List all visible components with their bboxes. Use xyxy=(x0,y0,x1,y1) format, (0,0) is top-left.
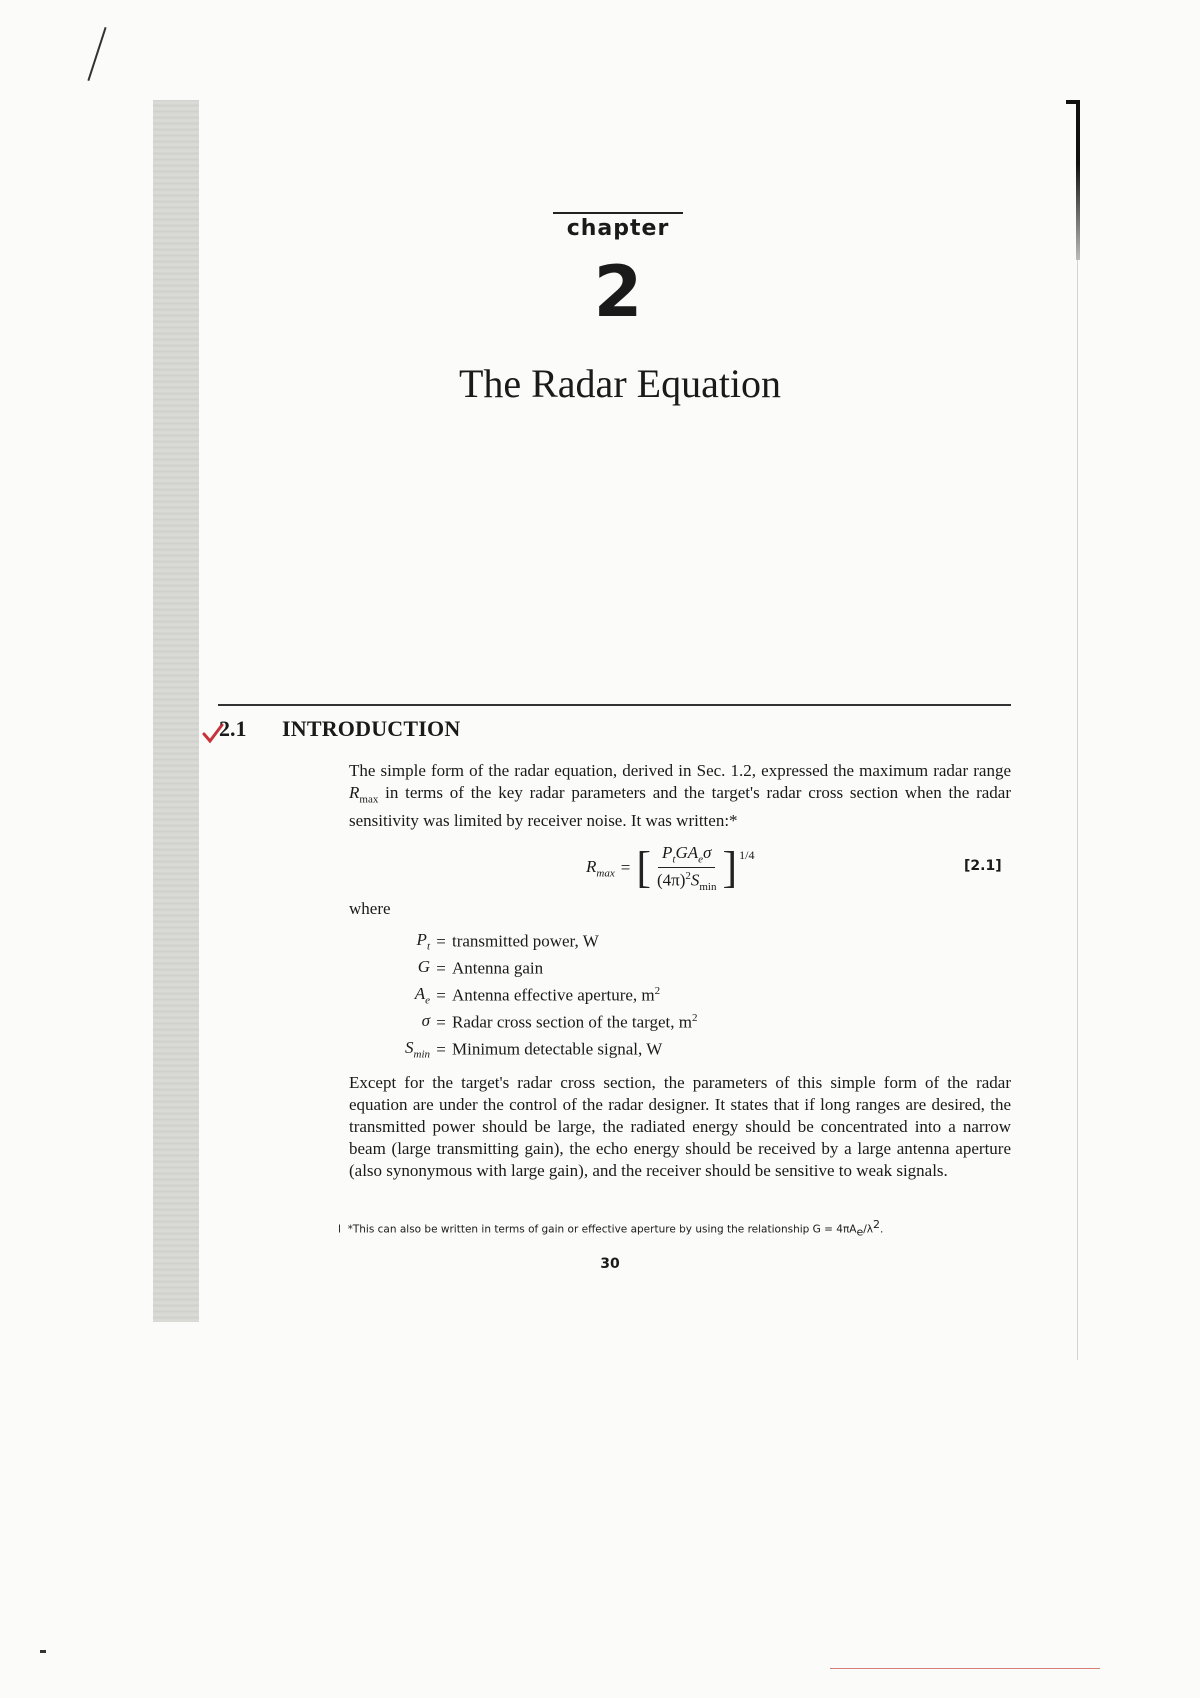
rmax-symbol: R xyxy=(349,783,360,802)
pen-stroke-mark xyxy=(87,27,106,81)
definition-text xyxy=(452,1039,662,1060)
where-label: where xyxy=(349,899,391,918)
definition-symbol xyxy=(360,1038,430,1060)
bottom-edge-line xyxy=(830,1668,1100,1669)
symbol-letter: G xyxy=(417,957,430,977)
definition-row xyxy=(360,1036,697,1063)
definition-text xyxy=(452,985,660,1006)
equation-lhs-symbol: R xyxy=(586,856,597,876)
page-number: 30 xyxy=(600,1256,620,1272)
intro-text-part2: in terms of the key radar parameters and the target's radar cross section when the radar sensitivity was limited by receiver noise. It was written:* xyxy=(349,783,1011,831)
definitions-list xyxy=(360,928,697,1063)
section-number: 2.1 xyxy=(219,716,247,741)
definition-text xyxy=(452,1012,697,1033)
symbol-sub: min xyxy=(413,1048,430,1061)
definition-row xyxy=(360,1009,697,1036)
definition-symbol xyxy=(360,930,430,952)
symbol-letter: P xyxy=(416,930,427,950)
page-edge-line xyxy=(1077,260,1078,1360)
footnote-sub: e xyxy=(856,1225,864,1239)
definition-sup: 2 xyxy=(654,985,661,998)
numerator-sub-t: t xyxy=(672,853,676,866)
footnote-text: *This can also be written in terms of gain or effective aperture by using the relationship G = 4πA xyxy=(347,1223,857,1236)
equation-lhs-sub: max xyxy=(596,867,615,880)
denominator-4pi: (4π) xyxy=(656,870,686,890)
symbol-letter: σ xyxy=(421,1011,430,1031)
symbol-sub: e xyxy=(425,994,430,1007)
footnote-end: /λ xyxy=(863,1223,873,1236)
definition-equals: = xyxy=(436,1012,446,1032)
definition-row xyxy=(360,928,697,955)
numerator-sub-e: e xyxy=(698,853,704,866)
radar-equation xyxy=(586,842,755,894)
symbol-sub: t xyxy=(426,940,430,953)
equation-right-bracket: ] xyxy=(722,843,738,892)
equation-exponent: 1/4 xyxy=(739,848,755,862)
footnote-period: . xyxy=(880,1223,884,1236)
footnote-sup: 2 xyxy=(873,1218,880,1231)
definition-row xyxy=(360,982,697,1009)
chapter-rule xyxy=(553,212,683,214)
numerator-ga: GA xyxy=(675,842,699,862)
equation-number: [2.1] xyxy=(964,858,1002,874)
definition-text-body: Antenna effective aperture, m xyxy=(452,985,655,1005)
equation-equals: = xyxy=(620,858,631,877)
definition-equals: = xyxy=(436,1039,446,1059)
definition-symbol xyxy=(360,957,430,979)
section-title: INTRODUCTION xyxy=(282,716,461,741)
chapter-number: 2 xyxy=(593,251,643,333)
footnote xyxy=(338,1218,883,1239)
definition-text-body: Minimum detectable signal, W xyxy=(452,1039,663,1059)
intro-text-part1: The simple form of the radar equation, derived in Sec. 1.2, expressed the maximum radar range xyxy=(349,761,1011,780)
definition-equals: = xyxy=(436,958,446,978)
design-paragraph: Except for the target's radar cross section, the parameters of this simple form of the radar equation are under the control of the radar designer. It states that if long ranges are desired, the transmitted power should be large, the radiated energy should be concentrated into a narrow beam (large transmitting gain), the echo energy should be received by a large antenna aperture (also synonymous with large gain), and the receiver should be sensitive to weak signals. xyxy=(349,1073,1011,1180)
footnote-marker: l xyxy=(338,1223,341,1236)
definition-sup: 2 xyxy=(691,1012,698,1025)
definition-text xyxy=(452,931,599,952)
definition-row xyxy=(360,955,697,982)
chapter-title: The Radar Equation xyxy=(458,361,782,406)
definition-equals: = xyxy=(436,931,446,951)
rmax-subscript: max xyxy=(359,793,379,806)
equation-denominator xyxy=(657,868,717,893)
definition-symbol xyxy=(360,1011,430,1033)
equation-fraction xyxy=(657,843,717,893)
intro-paragraph xyxy=(349,760,1011,832)
definition-text-body: Antenna gain xyxy=(452,958,544,978)
numerator-p: P xyxy=(662,842,673,862)
equation-lhs xyxy=(586,857,615,879)
definition-text-body: transmitted power, W xyxy=(452,931,599,951)
denominator-sup: 2 xyxy=(685,870,691,883)
section-rule xyxy=(218,704,1011,706)
denominator-s: S xyxy=(690,870,700,890)
equation-numerator xyxy=(658,843,715,868)
definition-text xyxy=(452,958,543,979)
page-edge-mark xyxy=(1076,100,1080,260)
definition-text-body: Radar cross section of the target, m xyxy=(452,1012,692,1032)
numerator-sigma: σ xyxy=(703,842,712,862)
corner-mark xyxy=(40,1650,46,1653)
chapter-label: chapter xyxy=(566,216,670,241)
symbol-letter: S xyxy=(405,1038,414,1058)
equation-left-bracket: [ xyxy=(636,843,651,892)
definition-equals: = xyxy=(436,985,446,1005)
page-binding-shadow xyxy=(153,100,199,1322)
denominator-sub: min xyxy=(699,881,717,894)
definition-symbol xyxy=(360,984,430,1006)
symbol-letter: A xyxy=(414,984,426,1004)
